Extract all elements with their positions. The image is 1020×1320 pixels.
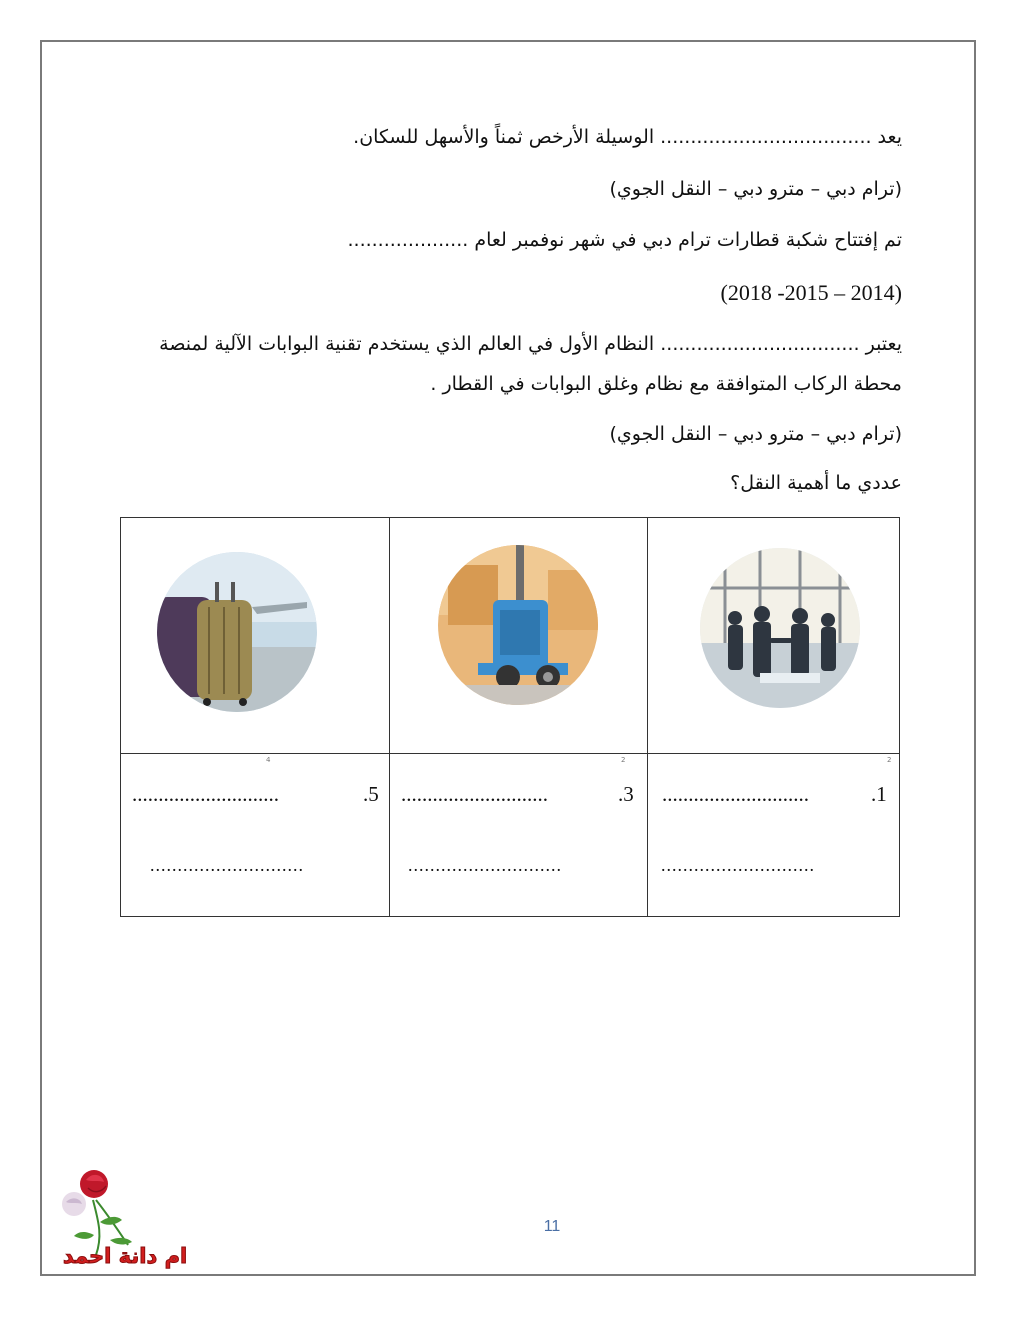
- question-4-text: عددي ما أهمية النقل؟: [730, 472, 902, 494]
- answer-3-dots[interactable]: ............................: [401, 782, 548, 806]
- question-2-text: تم إفتتاح شكبة قطارات ترام دبي في شهر نوفمبر لعام ....................: [347, 229, 902, 251]
- cell-mark: 2: [887, 756, 892, 764]
- answer-6-dots[interactable]: ............................: [150, 855, 304, 875]
- business-people-handshake-image: [700, 548, 860, 708]
- answer-table: [120, 517, 900, 917]
- question-1-text: يعد ................................... الوسيلة الأرخص ثمناً والأسهل للسكان.: [353, 126, 902, 148]
- logo-text: ام دانة احمد: [62, 1244, 188, 1268]
- answer-3-label: .3: [618, 782, 634, 806]
- table-divider: [647, 518, 648, 916]
- answer-4-dots[interactable]: ............................: [408, 855, 562, 875]
- answer-1-label: .1: [871, 782, 887, 806]
- answer-5-dots[interactable]: ............................: [132, 782, 279, 806]
- question-3-options: (ترام دبي – مترو دبي – النقل الجوي): [609, 423, 902, 445]
- pallet-jack-cargo-image: [438, 545, 598, 705]
- question-2-options: (2014 – 2015- 2018): [720, 280, 902, 305]
- cell-mark: 2: [621, 756, 626, 764]
- page-number: 11: [543, 1218, 561, 1235]
- question-1-options: (ترام دبي – مترو دبي – النقل الجوي): [609, 178, 902, 200]
- question-3-text: يعتبر ................................. النظام الأول في العالم الذي يستخدم تقنية البوابات الآلية لمنصة محطة الركاب المتوافقة مع نظام وغلق البوابات في القطار .: [159, 333, 902, 395]
- table-divider: [121, 753, 899, 754]
- table-divider: [389, 518, 390, 916]
- answer-5-label: .5: [363, 782, 379, 806]
- luggage-airport-image: [157, 552, 317, 712]
- answer-2-dots[interactable]: ............................: [661, 855, 815, 875]
- answer-1-dots[interactable]: ............................: [662, 782, 809, 806]
- cell-mark: 4: [266, 756, 271, 764]
